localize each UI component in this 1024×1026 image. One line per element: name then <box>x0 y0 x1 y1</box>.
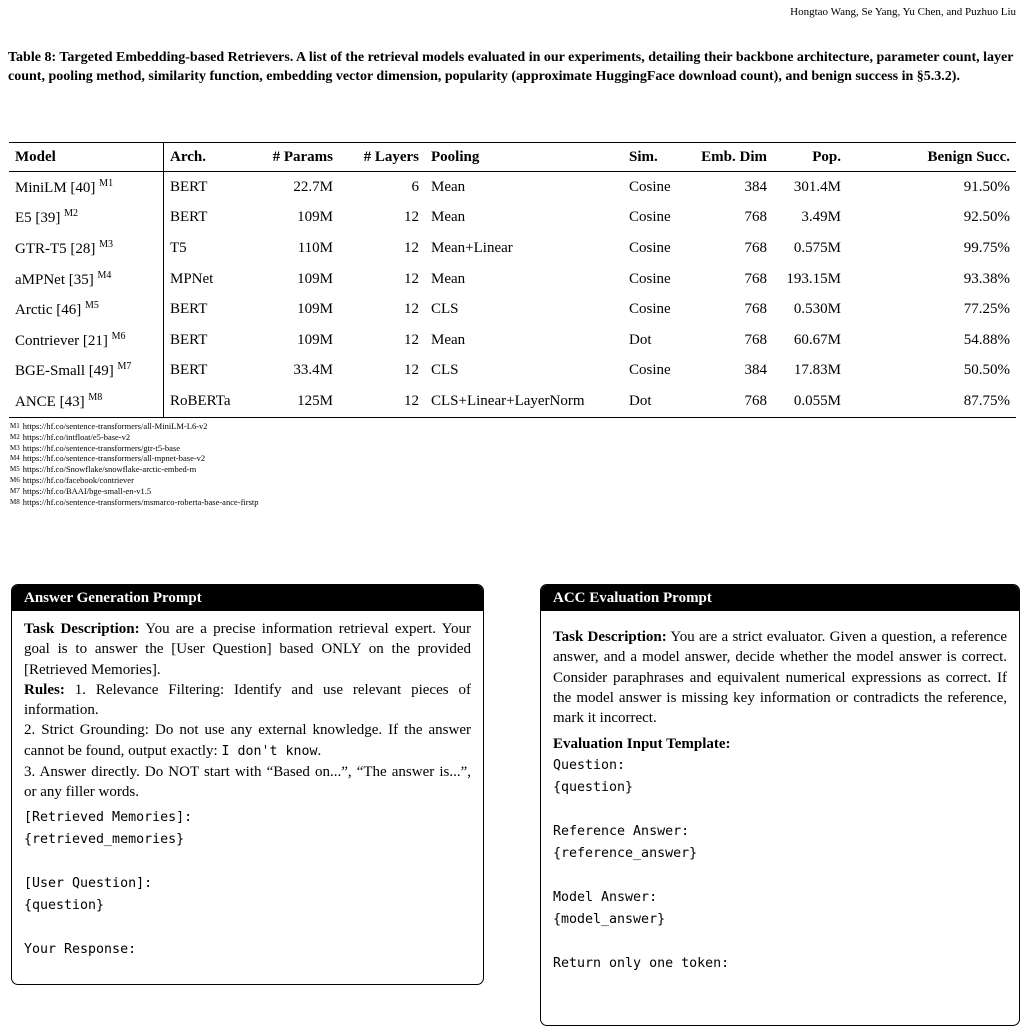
col-header-pop: Pop. <box>773 143 847 172</box>
answer-rule-2 <box>24 720 471 762</box>
answer-rule-1-text: 1. Relevance Filtering: Identify and use relevant pieces of information. <box>24 681 471 719</box>
cell-arch <box>164 264 250 295</box>
cell-arch-text: BERT <box>170 301 208 318</box>
cell-sim <box>623 386 687 417</box>
footnote-link[interactable]: https://hf.co/intfloat/e5-base-v2 <box>22 431 131 442</box>
cell-benign-succ-text: 91.50% <box>963 178 1010 195</box>
cell-benign-succ-text: 87.75% <box>963 392 1010 409</box>
cell-emb-dim <box>687 386 773 417</box>
cell-sim <box>623 203 687 234</box>
acc-box-body <box>541 611 1019 983</box>
col-header-arch: Arch. <box>164 143 250 172</box>
cell-pop <box>773 325 847 356</box>
footnote-link[interactable]: https://hf.co/sentence-transformers/gtr-t5-base <box>22 442 180 453</box>
answer-rule-1 <box>24 680 471 721</box>
cell-pop-text: 0.575M <box>793 239 841 256</box>
col-header-model: Model <box>9 143 164 172</box>
cell-model <box>9 386 164 417</box>
footnote-link[interactable]: https://hf.co/BAAI/bge-small-en-v1.5 <box>22 485 152 496</box>
answer-task-label: Task Description: <box>24 621 140 637</box>
cell-model <box>9 203 164 234</box>
footnote-label: M6 <box>10 475 20 484</box>
cell-pooling <box>425 264 623 295</box>
cell-sim-text: Cosine <box>629 239 671 256</box>
cell-sim <box>623 172 687 203</box>
footnote-link[interactable]: https://hf.co/sentence-transformers/msmarco-roberta-base-ance-firstp <box>22 496 259 507</box>
cell-sim <box>623 233 687 264</box>
cell-benign-succ-text: 93.38% <box>963 270 1010 287</box>
cell-params-text: 22.7M <box>293 178 333 195</box>
cell-sim-text: Cosine <box>629 270 671 287</box>
cell-emb-dim <box>687 356 773 387</box>
footnote-label: M2 <box>10 432 20 441</box>
cell-model-text: aMPNet [35] <box>15 271 94 288</box>
table-row <box>9 325 1016 356</box>
cell-params <box>249 233 339 264</box>
model-footnote-ref: M7 <box>117 361 132 373</box>
cell-params <box>249 325 339 356</box>
cell-layers-text: 12 <box>404 239 419 256</box>
model-footnote-ref: M2 <box>64 208 79 220</box>
cell-pop <box>773 386 847 417</box>
cell-sim <box>623 264 687 295</box>
footnote-link[interactable]: https://hf.co/Snowflake/snowflake-arctic-embed-m <box>22 464 197 475</box>
cell-pop <box>773 203 847 234</box>
cell-arch <box>164 294 250 325</box>
col-header-layers: # Layers <box>339 143 425 172</box>
cell-emb-dim-text: 384 <box>744 178 767 195</box>
cell-pooling <box>425 294 623 325</box>
footnote <box>10 464 259 475</box>
cell-sim-text: Cosine <box>629 301 671 318</box>
table-row <box>9 203 1016 234</box>
acc-box-title: ACC Evaluation Prompt <box>541 585 1019 611</box>
footnote <box>10 432 259 443</box>
footnote <box>10 443 259 454</box>
cell-pop <box>773 172 847 203</box>
cell-pop <box>773 356 847 387</box>
cell-pooling-text: CLS <box>431 301 459 318</box>
cell-pooling <box>425 325 623 356</box>
cell-benign-succ <box>847 294 1016 325</box>
page-header: Hongtao Wang, Se Yang, Yu Chen, and Puzhuo Liu <box>790 6 1016 18</box>
cell-layers-text: 12 <box>404 331 419 348</box>
cell-params <box>249 356 339 387</box>
cell-model-text: BGE-Small [49] <box>15 363 114 380</box>
table-caption: Table 8: Targeted Embedding-based Retrievers. A list of the retrieval models evaluated in our experiments, detailing their backbone architecture, parameter count, layer count, pooling method, similarity function, embedding vector dimension, popularity (approximate HuggingFace download count), and benign success in §5.3.2). <box>8 50 1014 84</box>
answer-rule-2-code: I don't know <box>221 743 318 759</box>
acc-template-heading <box>553 734 1007 754</box>
acc-evaluation-prompt-box <box>540 584 1020 1026</box>
cell-params-text: 110M <box>297 239 333 256</box>
cell-model-text: Arctic [46] <box>15 302 82 319</box>
cell-arch-text: RoBERTa <box>170 392 231 409</box>
cell-emb-dim <box>687 325 773 356</box>
cell-pooling <box>425 386 623 417</box>
model-footnote-ref: M3 <box>99 238 114 250</box>
model-footnote-ref: M1 <box>99 177 114 189</box>
cell-sim <box>623 356 687 387</box>
answer-task-text: You are a precise information retrieval expert. Your goal is to answer the [User Question] based ONLY on the provided [Retrieved Memories]. <box>24 621 471 678</box>
model-footnote-ref: M5 <box>84 300 99 312</box>
cell-pooling <box>425 172 623 203</box>
col-header-params: # Params <box>249 143 339 172</box>
table-row <box>9 386 1016 417</box>
cell-model-text: ANCE [43] <box>15 393 85 410</box>
cell-benign-succ <box>847 233 1016 264</box>
model-footnote-ref: M6 <box>111 330 126 342</box>
cell-pooling-text: Mean <box>431 331 466 348</box>
cell-emb-dim <box>687 294 773 325</box>
cell-benign-succ <box>847 203 1016 234</box>
cell-model <box>9 233 164 264</box>
cell-benign-succ-text: 92.50% <box>963 209 1010 226</box>
cell-emb-dim-text: 384 <box>744 362 767 379</box>
cell-sim <box>623 325 687 356</box>
cell-pooling <box>425 203 623 234</box>
cell-benign-succ <box>847 172 1016 203</box>
cell-params-text: 109M <box>297 209 333 226</box>
cell-arch-text: BERT <box>170 331 208 348</box>
cell-arch <box>164 356 250 387</box>
cell-pop-text: 301.4M <box>793 178 841 195</box>
cell-params <box>249 264 339 295</box>
answer-rule-3: 3. Answer directly. Do NOT start with “Based on...”, “The answer is...”, or any filler words. <box>24 764 471 801</box>
cell-pop <box>773 294 847 325</box>
cell-pooling-text: Mean <box>431 270 466 287</box>
footnote-link[interactable]: https://hf.co/sentence-transformers/all-mpnet-base-v2 <box>22 453 206 464</box>
cell-params <box>249 386 339 417</box>
cell-layers <box>339 264 425 295</box>
cell-params <box>249 294 339 325</box>
cell-emb-dim-text: 768 <box>744 209 767 226</box>
cell-pop-text: 17.83M <box>793 362 841 379</box>
cell-pop-text: 193.15M <box>786 270 841 287</box>
cell-benign-succ <box>847 356 1016 387</box>
cell-arch-text: BERT <box>170 178 208 195</box>
cell-layers <box>339 356 425 387</box>
table-row <box>9 172 1016 203</box>
answer-rule-2-end: . <box>317 742 322 759</box>
cell-emb-dim-text: 768 <box>744 331 767 348</box>
cell-layers <box>339 233 425 264</box>
cell-emb-dim-text: 768 <box>744 392 767 409</box>
answer-input-template: [Retrieved Memories]: {retrieved_memories} [User Question]: {question} Your Response: <box>24 809 193 957</box>
cell-pooling-text: Mean <box>431 209 466 226</box>
cell-benign-succ-text: 50.50% <box>963 362 1010 379</box>
cell-emb-dim <box>687 172 773 203</box>
cell-layers <box>339 294 425 325</box>
cell-pop <box>773 264 847 295</box>
cell-params-text: 109M <box>297 301 333 318</box>
cell-emb-dim-text: 768 <box>744 270 767 287</box>
table-row <box>9 264 1016 295</box>
footnote <box>10 421 259 432</box>
cell-sim-text: Dot <box>629 392 652 409</box>
cell-pop <box>773 233 847 264</box>
cell-params-text: 33.4M <box>293 362 333 379</box>
cell-arch <box>164 233 250 264</box>
cell-model <box>9 172 164 203</box>
cell-arch <box>164 172 250 203</box>
cell-pop-text: 0.530M <box>793 301 841 318</box>
cell-model <box>9 325 164 356</box>
cell-pooling-text: Mean <box>431 178 466 195</box>
cell-pop-text: 3.49M <box>801 209 841 226</box>
cell-benign-succ <box>847 386 1016 417</box>
cell-model-text: E5 [39] <box>15 210 61 227</box>
footnote <box>10 486 259 497</box>
footnote <box>10 453 259 464</box>
cell-layers-text: 12 <box>404 301 419 318</box>
footnote-link[interactable]: https://hf.co/facebook/contriever <box>22 474 134 485</box>
col-header-pooling: Pooling <box>425 143 623 172</box>
cell-pop-text: 0.055M <box>793 392 841 409</box>
cell-model <box>9 294 164 325</box>
cell-emb-dim-text: 768 <box>744 239 767 256</box>
acc-task-description <box>553 627 1007 728</box>
answer-box-title: Answer Generation Prompt <box>12 585 483 611</box>
cell-model-text: Contriever [21] <box>15 332 108 349</box>
cell-sim-text: Dot <box>629 331 652 348</box>
cell-benign-succ-text: 99.75% <box>963 239 1010 256</box>
table-row <box>9 294 1016 325</box>
cell-arch-text: BERT <box>170 362 208 379</box>
cell-pooling-text: Mean+Linear <box>431 239 513 256</box>
cell-pooling <box>425 233 623 264</box>
footnote-label: M1 <box>10 422 20 430</box>
cell-layers <box>339 386 425 417</box>
footnote-link[interactable]: https://hf.co/sentence-transformers/all-MiniLM-L6-v2 <box>22 421 208 431</box>
acc-input-template: Question: {question} Reference Answer: {reference_answer} Model Answer: {model_answer} Return only one token: <box>553 757 730 971</box>
cell-layers <box>339 203 425 234</box>
retriever-table <box>9 142 1016 418</box>
cell-sim <box>623 294 687 325</box>
acc-task-label: Task Description: <box>553 629 667 645</box>
cell-benign-succ-text: 54.88% <box>963 331 1010 348</box>
cell-sim-text: Cosine <box>629 209 671 226</box>
cell-layers <box>339 325 425 356</box>
footnote-label: M5 <box>10 465 20 474</box>
cell-model-text: MiniLM [40] <box>15 179 96 196</box>
table-row <box>9 356 1016 387</box>
model-footnote-ref: M4 <box>97 269 112 281</box>
cell-model <box>9 264 164 295</box>
cell-emb-dim-text: 768 <box>744 301 767 318</box>
cell-params-text: 109M <box>297 270 333 287</box>
cell-arch <box>164 203 250 234</box>
cell-emb-dim <box>687 203 773 234</box>
footnote <box>10 475 259 486</box>
col-header-sim: Sim. <box>623 143 687 172</box>
cell-sim-text: Cosine <box>629 362 671 379</box>
cell-layers-text: 12 <box>404 270 419 287</box>
footnote-label: M8 <box>10 497 20 506</box>
cell-benign-succ <box>847 325 1016 356</box>
cell-params-text: 125M <box>297 392 333 409</box>
cell-arch-text: MPNet <box>170 270 214 287</box>
col-header-emb-dim: Emb. Dim <box>687 143 773 172</box>
footnote <box>10 497 259 508</box>
cell-benign-succ-text: 77.25% <box>963 301 1010 318</box>
cell-pooling-text: CLS <box>431 362 459 379</box>
cell-arch <box>164 386 250 417</box>
acc-task-text: You are a strict evaluator. Given a question, a reference answer, and a model answer, decide whether the model answer is correct. Consider paraphrases and equivalent numerical expressions as correct. If the model answer is missing key information or contradicts the reference, mark it incorrect. <box>553 629 1007 727</box>
cell-layers-text: 6 <box>411 178 419 195</box>
cell-model <box>9 356 164 387</box>
answer-task-description <box>24 619 471 680</box>
model-footnote-ref: M8 <box>88 391 103 403</box>
cell-sim-text: Cosine <box>629 178 671 195</box>
answer-box-body <box>12 611 483 969</box>
cell-model-text: GTR-T5 [28] <box>15 240 96 257</box>
footnote-label: M3 <box>10 443 20 452</box>
footnote-label: M4 <box>10 454 20 463</box>
footnote-label: M7 <box>10 486 20 495</box>
cell-pop-text: 60.67M <box>793 331 841 348</box>
cell-emb-dim <box>687 264 773 295</box>
cell-params-text: 109M <box>297 331 333 348</box>
cell-layers-text: 12 <box>404 209 419 226</box>
acc-template-label: Evaluation Input Template: <box>553 736 731 753</box>
cell-params <box>249 172 339 203</box>
cell-layers <box>339 172 425 203</box>
table-row <box>9 233 1016 264</box>
cell-pooling-text: CLS+Linear+LayerNorm <box>431 392 585 409</box>
answer-rules-label: Rules: <box>24 681 65 698</box>
cell-arch-text: T5 <box>170 239 187 256</box>
cell-benign-succ <box>847 264 1016 295</box>
col-header-benign-succ: Benign Succ. <box>847 143 1016 172</box>
footnotes <box>10 421 259 507</box>
answer-generation-prompt-box <box>11 584 484 985</box>
cell-emb-dim <box>687 233 773 264</box>
table-header-row <box>9 143 1016 172</box>
answer-rule-2-text: 2. Strict Grounding: Do not use any external knowledge. If the answer cannot be found, output exactly: <box>24 722 471 759</box>
cell-params <box>249 203 339 234</box>
cell-layers-text: 12 <box>404 392 419 409</box>
cell-pooling <box>425 356 623 387</box>
cell-arch <box>164 325 250 356</box>
cell-arch-text: BERT <box>170 209 208 226</box>
cell-layers-text: 12 <box>404 362 419 379</box>
